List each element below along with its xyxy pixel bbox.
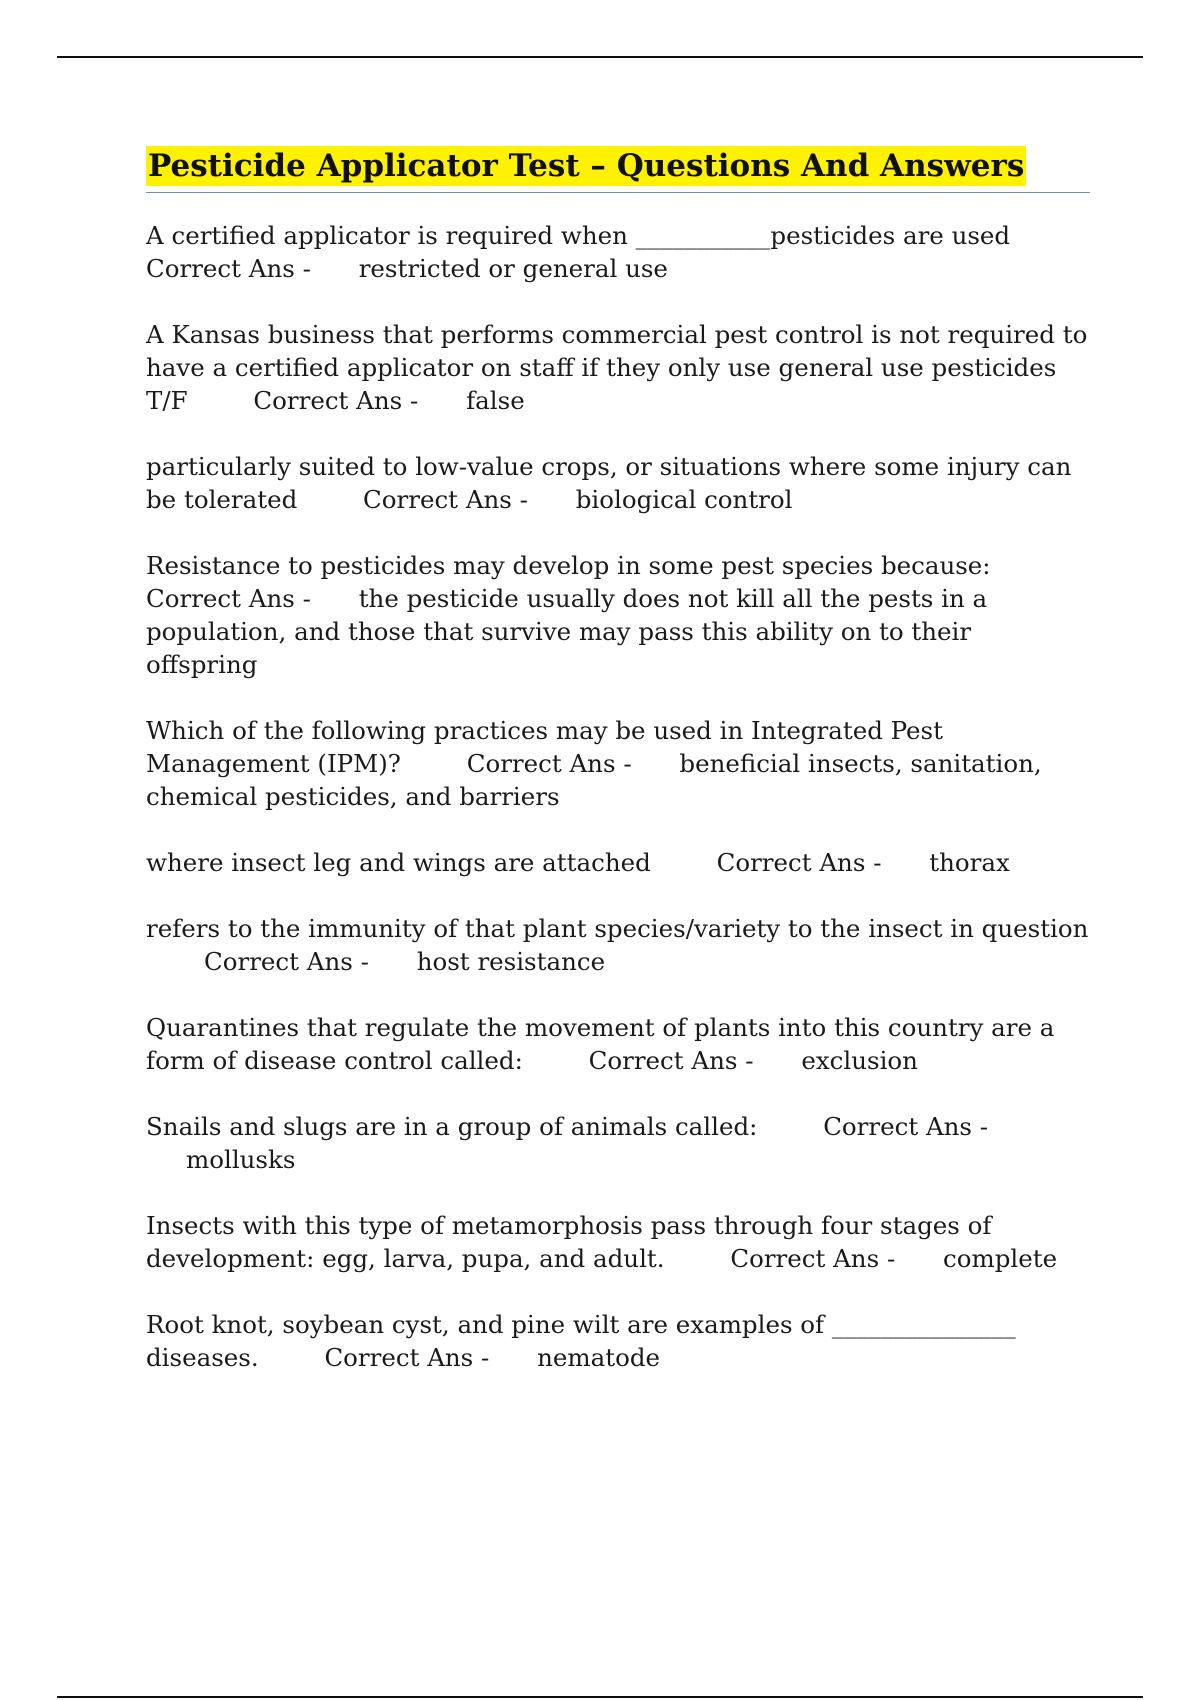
document-title: Pesticide Applicator Test – Questions And Answers	[148, 148, 1025, 184]
question-text: refers to the immunity of that plant species/variety to the insect in question	[146, 914, 1089, 943]
answer-label: Correct Ans	[146, 584, 295, 613]
answer-text: restricted or general use	[358, 254, 668, 283]
answer-text: complete	[943, 1244, 1058, 1273]
answer-label: Correct Ans	[466, 749, 616, 778]
header-rule	[57, 56, 1143, 58]
document-body	[146, 146, 1090, 1407]
qa-item	[146, 1209, 1090, 1275]
answer-label: Correct Ans	[324, 1343, 474, 1372]
question-text: Quarantines that regulate the movement of plants into this country are a form of disease control called:	[146, 1013, 1055, 1075]
answer-separator: -	[352, 947, 369, 976]
answer-text: exclusion	[801, 1046, 918, 1075]
answer-text: mollusks	[186, 1145, 296, 1174]
answer-separator: -	[473, 1343, 490, 1372]
answer-separator: -	[865, 848, 882, 877]
answer-label: Correct Ans	[146, 254, 295, 283]
answer-label: Correct Ans	[716, 848, 866, 877]
qa-item	[146, 1011, 1090, 1077]
answer-text: nematode	[537, 1343, 661, 1372]
qa-item	[146, 846, 1090, 879]
question-text: Insects with this type of metamorphosis pass through four stages of development: egg, larva, pupa, and adult.	[146, 1211, 992, 1273]
answer-label: Correct Ans	[253, 386, 403, 415]
answer-text: the pesticide usually does not kill all the pests in a population, and those that survive may pass this ability on to their offspring	[146, 584, 988, 679]
qa-item	[146, 219, 1090, 285]
title-block	[146, 146, 1090, 193]
answer-text: false	[466, 386, 525, 415]
qa-item	[146, 549, 1090, 681]
answer-separator: -	[737, 1046, 754, 1075]
question-text: A Kansas business that performs commercial pest control is not required to have a certified applicator on staff if they only use general use pesticides T/F	[146, 320, 1088, 415]
question-text: A certified applicator is required when ___________pesticides are used	[146, 221, 1011, 250]
answer-label: Correct Ans	[730, 1244, 880, 1273]
answer-label: Correct Ans	[204, 947, 353, 976]
question-text: particularly suited to low-value crops, or situations where some injury can be tolerated	[146, 452, 1072, 514]
answer-text: thorax	[929, 848, 1010, 877]
answer-text: host resistance	[416, 947, 606, 976]
answer-separator: -	[402, 386, 419, 415]
answer-label: Correct Ans	[823, 1112, 973, 1141]
answer-separator: -	[294, 584, 311, 613]
qa-item	[146, 714, 1090, 813]
question-text: Snails and slugs are in a group of animals called:	[146, 1112, 758, 1141]
answer-separator: -	[615, 749, 632, 778]
answer-separator: -	[294, 254, 311, 283]
question-text: Resistance to pesticides may develop in some pest species because:	[146, 551, 991, 580]
question-text: Root knot, soybean cyst, and pine wilt are examples of _______________ diseases.	[146, 1310, 1016, 1372]
answer-label: Correct Ans	[588, 1046, 738, 1075]
qa-item	[146, 450, 1090, 516]
answer-separator: -	[879, 1244, 896, 1273]
answer-separator: -	[511, 485, 528, 514]
qa-item	[146, 1110, 1090, 1176]
question-text: where insect leg and wings are attached	[146, 848, 651, 877]
qa-list	[146, 219, 1090, 1374]
footer-rule	[57, 1696, 1143, 1698]
qa-item	[146, 1308, 1090, 1374]
answer-text: beneficial insects, sanitation, chemical pesticides, and barriers	[146, 749, 1042, 811]
qa-item	[146, 912, 1090, 978]
answer-text: biological control	[575, 485, 793, 514]
answer-label: Correct Ans	[363, 485, 512, 514]
answer-separator: -	[972, 1112, 989, 1141]
question-text: Which of the following practices may be used in Integrated Pest Management (IPM)?	[146, 716, 943, 778]
qa-item	[146, 318, 1090, 417]
